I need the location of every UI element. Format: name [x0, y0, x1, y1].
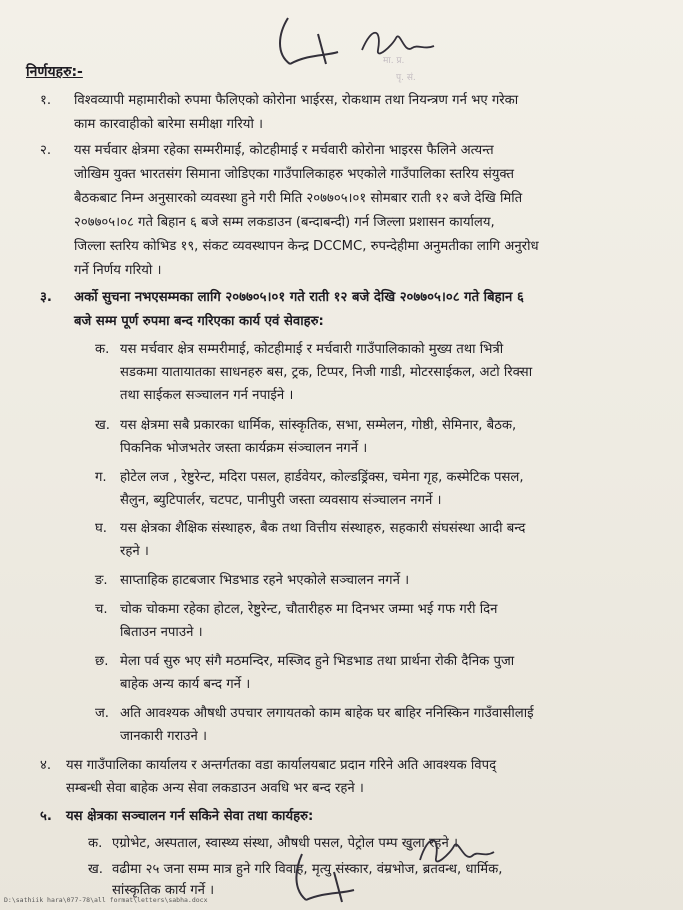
item-2-line-4: २०७७०५।०८ गते बिहान ६ बजे सम्म लकडाउन (बन्दाबन्दी) गर्न जिल्ला प्रशासन कार्यालय,: [74, 215, 495, 230]
subitem-number: घ.: [95, 521, 107, 536]
item-number: ५.: [40, 809, 52, 824]
subitem-ja-line-2: जानकारी गराउने ।: [120, 729, 208, 744]
subitem-number: च.: [95, 602, 108, 617]
subitem-number: ख.: [88, 862, 103, 877]
item-number: ३.: [40, 290, 52, 305]
subitem-number: छ.: [95, 654, 109, 669]
file-path-footer: D:\sathiik hara\077-78\all format\letters\sabha.docx: [4, 896, 208, 904]
subitem-nga-line-1: साप्ताहिक हाटबजार भिडभाड रहने भएकोले सञ्चालन नगर्ने ।: [120, 573, 410, 588]
item-5-line-1: यस क्षेत्रका सञ्चालन गर्न सकिने सेवा तथा कार्यहरु:: [66, 809, 314, 824]
item-4-line-1: यस गाउँपालिका कार्यालय र अन्तर्गतका वडा कार्यालयबाट प्रदान गरिने अति आवश्यक विपद्: [66, 758, 497, 773]
subitem-number: ग.: [95, 470, 107, 485]
subitem-cha-line-2: बिताउन नपाउने ।: [120, 625, 203, 640]
subitem-ka-line-1: यस मर्चवार क्षेत्र सम्मरीमाई, कोटहीमाई र मर्चवारी गाउँपालिकाको मुख्य तथा भित्री: [120, 342, 504, 357]
item-1-line-1: विश्वव्यापी महामारीको रुपमा फैलिएको कोरोना भाईरस, रोकथाम तथा नियन्त्रण गर्न भए गरेका: [74, 93, 519, 108]
item-number: १.: [40, 93, 52, 108]
item-2-line-6: गर्ने निर्णय गरियो ।: [74, 263, 162, 278]
subitem-chha-line-1: मेला पर्व सुरु भए संगै मठमन्दिर, मस्जिद हुने भिडभाड तथा प्रार्थना रोकी दैनिक पुजा: [120, 654, 515, 669]
subitem-kha-line-2: पिकनिक भोजभतेर जस्ता कार्यक्रम संञ्चालन नगर्ने ।: [120, 441, 368, 456]
item-2-line-2: जोखिम युक्त भारतसंग सिमाना जोडिएका गाउँपालिकाहरु भएकोले गाउँपालिका स्तरिय संयुक्त: [74, 167, 514, 182]
item-2-line-1: यस मर्चवार क्षेत्रमा रहेका सम्मरीमाई, कोटहीमाई र मर्चवारी कोरोना भाइरस फैलिने अत्यन्त: [74, 143, 494, 158]
subitem-ja-line-1: अति आवश्यक औषधी उपचार लगायतको काम बाहेक घर बाहिर ननिस्किन गाउँवासीलाई: [120, 706, 534, 721]
decisions-heading: निर्णयहरु:-: [26, 64, 83, 80]
signature-bottom-right: [410, 826, 500, 876]
signature-bottom-left: [288, 850, 378, 906]
item-1-line-2: काम कारवाहीको बारेमा समीक्षा गरियो ।: [74, 117, 264, 132]
subitem-chha-line-2: बाहेक अन्य कार्य बन्द गर्ने ।: [120, 677, 251, 692]
item-number: २.: [40, 143, 52, 158]
subitem-ga-line-2: सैलुन, ब्युटिपार्लर, चटपट, पानीपुरी जस्ता व्यवसाय संञ्चालन नगर्ने ।: [120, 493, 442, 508]
subitem-ga-line-1: होटेल लज , रेष्टुरेन्ट, मदिरा पसल, हार्डवेयर, कोल्डड्रिंक्स, चमेना गृह, कस्मेटिक पसल,: [120, 470, 524, 485]
subitem5-kha-line-2: सांस्कृतिक कार्य गर्ने ।: [112, 883, 215, 898]
seal-stamp: [378, 48, 448, 88]
item-number: ४.: [40, 758, 52, 773]
subitem5-kha-line-1: वढीमा २५ जना सम्म मात्र हुने गरि विवाह, मृत्यु संस्कार, वंम्रभोज, ब्रतवन्ध, धार्मिक,: [112, 862, 503, 877]
subitem-gha-line-2: रहने ।: [120, 544, 149, 559]
subitem-number: ख.: [95, 418, 110, 433]
item-3-line-2: बजे सम्म पूर्ण रुपमा बन्द गरिएका कार्य एवं सेवाहरु:: [74, 314, 324, 329]
svg-text:पृ. सं.: पृ. सं.: [396, 73, 416, 83]
item-4-line-2: सम्बन्धी सेवा बाहेक अन्य सेवा लकडाउन अवधि भर बन्द रहने ।: [66, 781, 364, 796]
subitem-gha-line-1: यस क्षेत्रका शैक्षिक संस्थाहरु, बैक तथा वित्तीय संस्थाहरु, सहकारी संघसंस्था आदी बन्द: [120, 521, 526, 536]
subitem-number: क.: [95, 342, 110, 357]
svg-text:मा. प्र.: मा. प्र.: [383, 56, 405, 66]
subitem-ka-line-3: तथा साईकल सञ्चालन गर्न नपाईने ।: [120, 388, 294, 403]
item-2-line-5: जिल्ला स्तरिय कोभिड १९, संकट व्यवस्थापन केन्द्र DCCMC, रुपन्देहीमा अनुमतीका लागि अनुरोध: [74, 239, 539, 254]
subitem-number: ज.: [95, 706, 109, 721]
item-2-line-3: बैठकबाट निम्न अनुसारको व्यवस्था हुने गरी मिति २०७७०५।०१ सोमबार राती १२ बजे देखि मिति: [74, 191, 523, 206]
subitem-number: क.: [88, 836, 103, 851]
subitem-ka-line-2: सडकमा यातायातका साधनहरु बस, ट्रक, टिप्पर, निजी गाडी, मोटरसाईकल, अटो रिक्सा: [120, 365, 533, 380]
subitem5-ka-line-1: एग्रोभेट, अस्पताल, स्वास्थ्य संस्था, औषधी पसल, पेट्रोल पम्प खुला रहने ।: [112, 836, 458, 851]
subitem-number: ङ.: [95, 573, 108, 588]
subitem-kha-line-1: यस क्षेत्रमा सबै प्रकारका धार्मिक, सांस्कृतिक, सभा, सम्मेलन, गोष्ठी, सेमिनार, बैठक,: [120, 418, 517, 433]
item-3-line-1: अर्को सुचना नभएसम्मका लागि २०७७०५।०१ गते राती १२ बजे देखि २०७७०५।०८ गते बिहान ६: [74, 290, 524, 305]
subitem-cha-line-1: चोक चोकमा रहेका होटल, रेष्टुरेन्ट, चौतारीहरु मा दिनभर जम्मा भई गफ गरी दिन: [120, 602, 498, 617]
